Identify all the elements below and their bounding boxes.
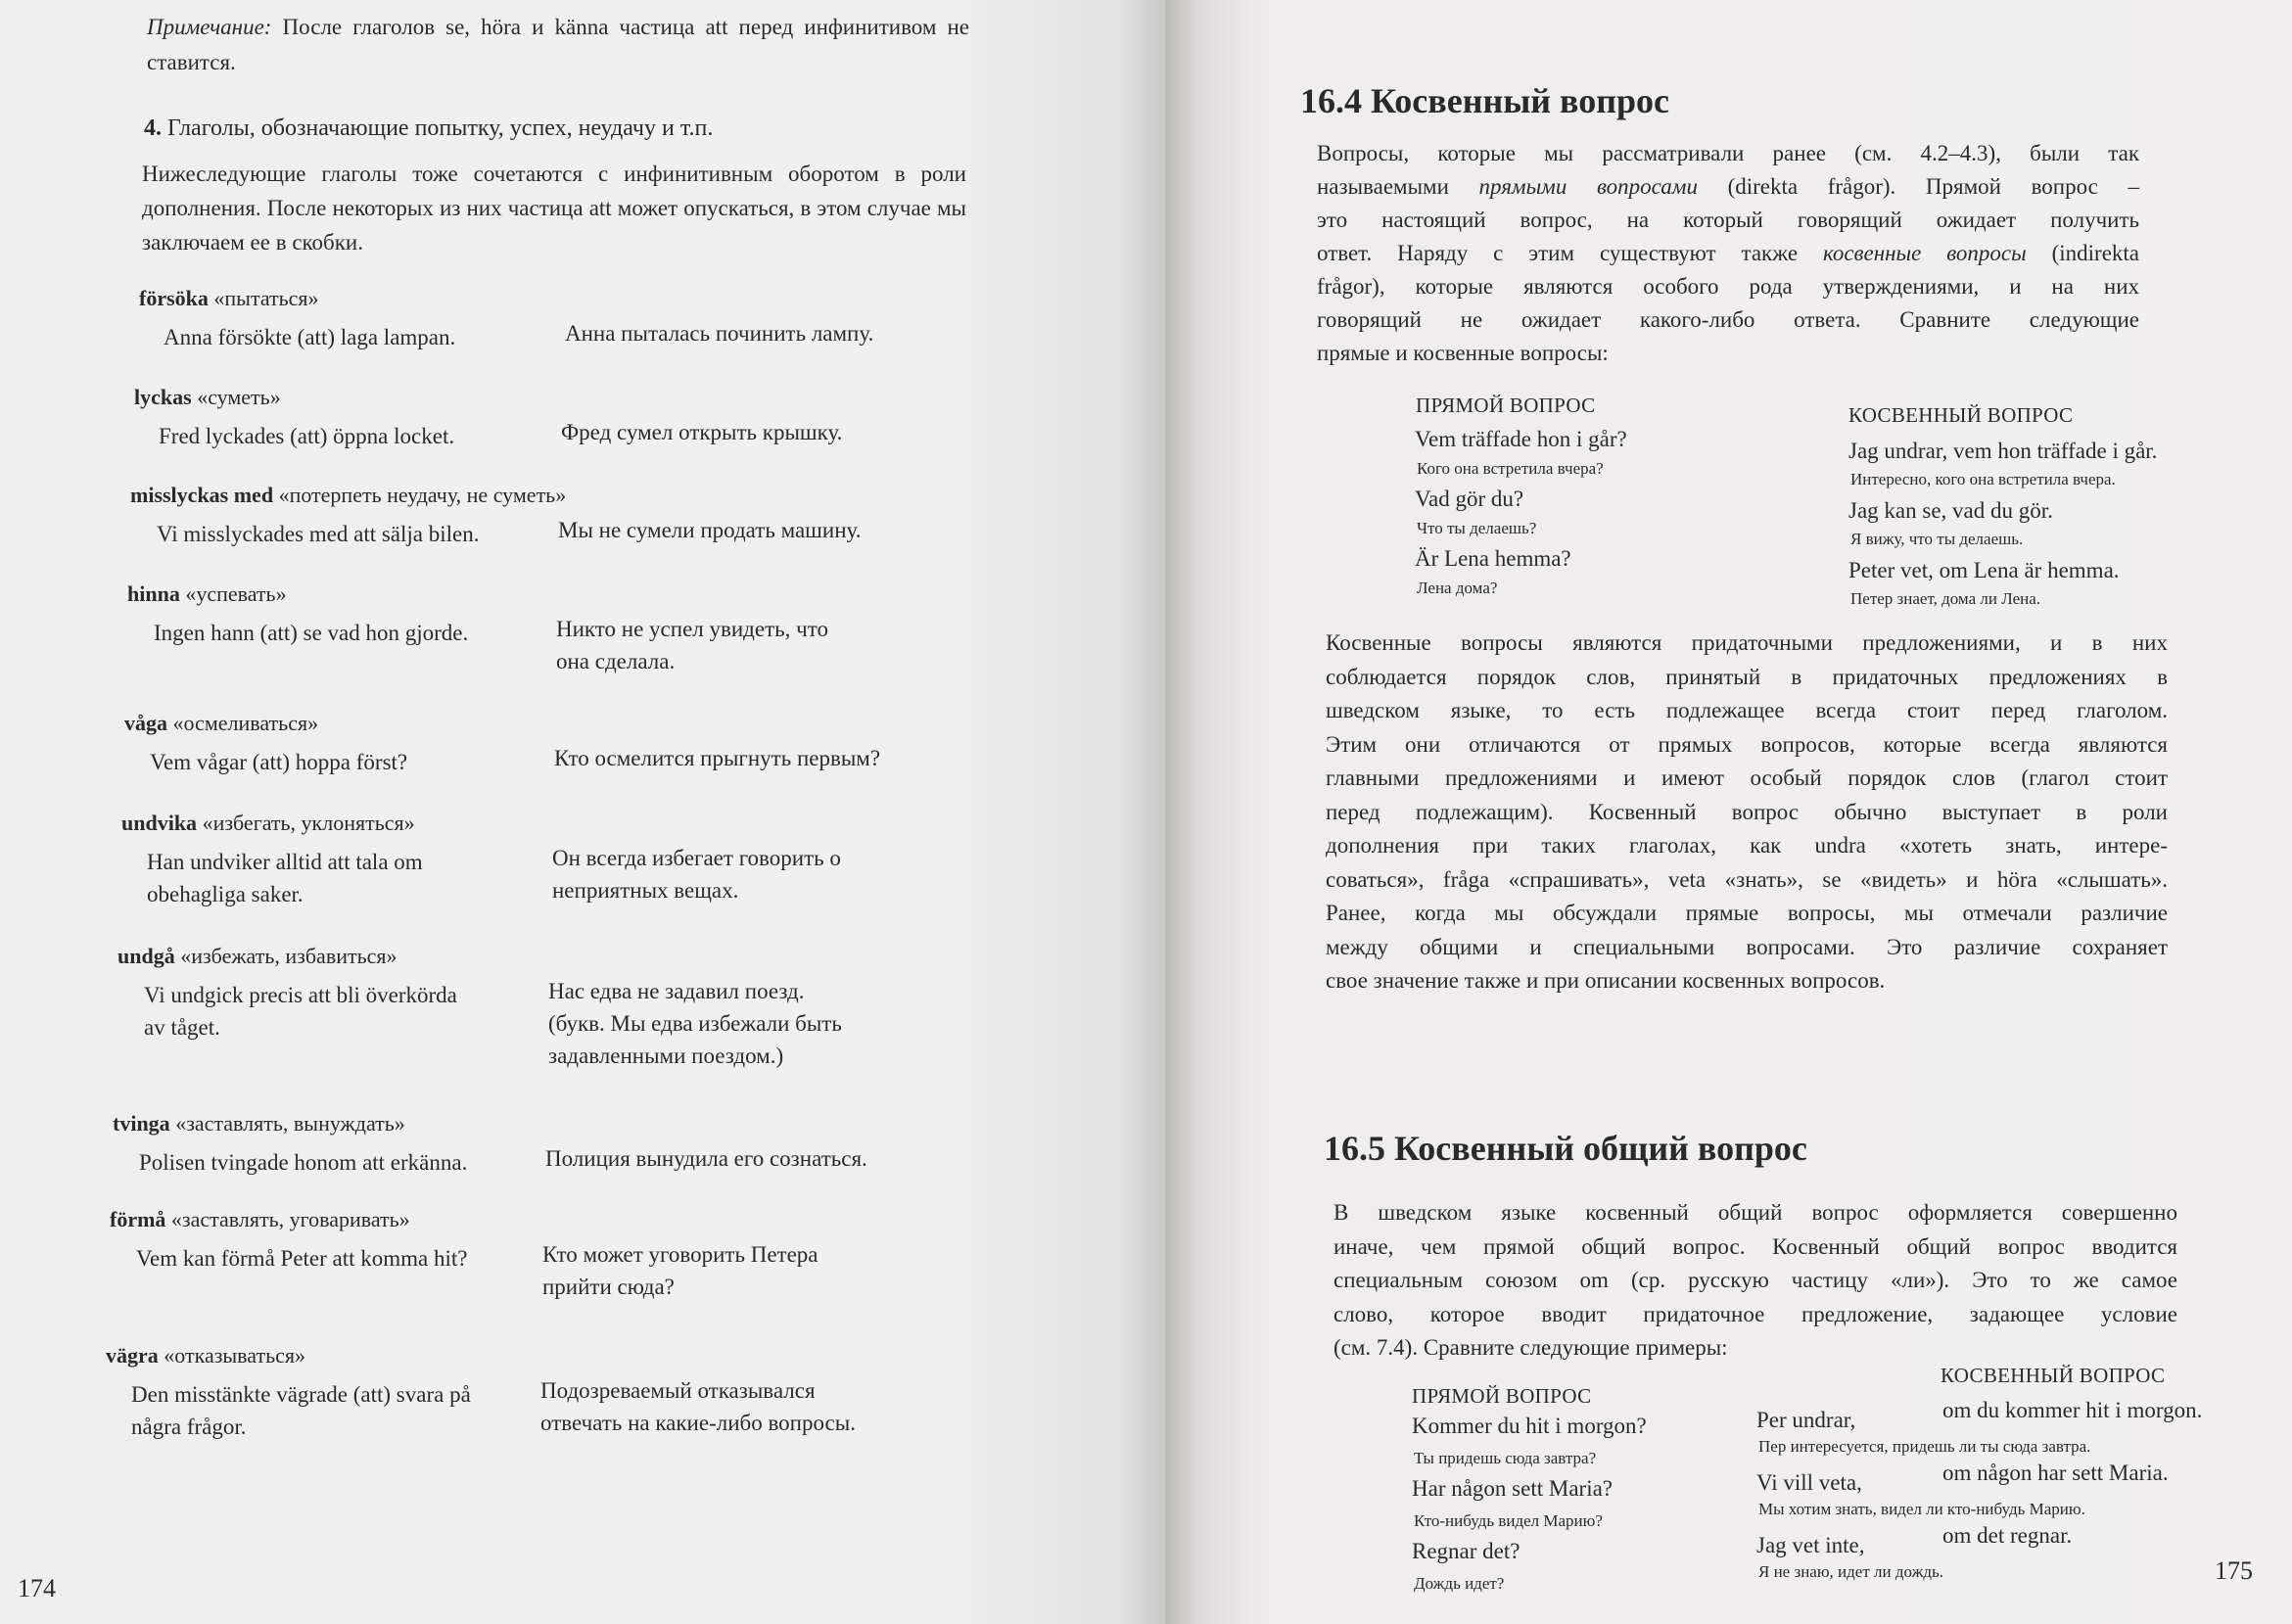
direct-question-sv: Är Lena hemma?: [1415, 546, 1571, 571]
direct-question-sv: Kommer du hit i morgon?: [1412, 1414, 1647, 1438]
direct-question-ru: Кого она встретила вчера?: [1417, 459, 1604, 478]
verb-entry-heading: [139, 286, 319, 311]
verb-gloss: «избежать, избавиться»: [180, 944, 398, 968]
verb-word: hinna: [127, 581, 180, 606]
verb-entry-heading: [110, 1207, 410, 1232]
col-direct-header: ПРЯМОЙ ВОПРОС: [1416, 394, 1596, 417]
direct-question-sv: Vem träffade hon i går?: [1415, 427, 1627, 451]
verb-word: vägra: [106, 1343, 159, 1368]
note-label: Примечание:: [147, 15, 272, 39]
verb-entry-heading: [134, 385, 281, 410]
verb-gloss: «осмеливаться»: [172, 711, 319, 735]
text-run: называемыми: [1317, 174, 1479, 199]
verb-entry-heading: [124, 711, 318, 736]
russian-translation: она сделала.: [556, 649, 676, 673]
russian-translation: Он всегда избегает говорить о: [552, 846, 841, 870]
paragraph-line: Ранее, когда мы обсуждали прямые вопросы, мы отмечали различие: [1326, 901, 2168, 925]
swedish-example: obehagliga saker.: [147, 882, 304, 906]
russian-translation: (букв. Мы едва избежали быть: [548, 1011, 842, 1036]
paragraph-line: соблюдается порядок слов, принятый в придаточных предложениях в: [1326, 664, 2168, 689]
russian-translation: задавленными поездом.): [548, 1044, 784, 1068]
italic-term: косвенные вопросы: [1822, 241, 2027, 265]
swedish-example: Anna försökte (att) laga lampan.: [164, 325, 456, 349]
verb-gloss: «заставлять, уговаривать»: [170, 1207, 410, 1231]
paragraph-line: соваться», fråga «спрашивать», veta «знать», se «видеть» и höra «слышать».: [1326, 866, 2168, 892]
paragraph-line: Вопросы, которые мы рассматривали ранее (см. 4.2–4.3), были так: [1317, 141, 2139, 165]
point-number: 4.: [144, 116, 162, 141]
text-run: (indirekta: [2026, 241, 2140, 265]
paragraph-line: дополнения при таких глаголах, как undra «хотеть знать, интере-: [1326, 833, 2168, 858]
paragraph-line: Этим они отличаются от прямых вопросов, которые всегда являются: [1326, 731, 2168, 757]
russian-translation: Кто может уговорить Петера: [542, 1242, 819, 1267]
russian-translation: неприятных вещах.: [552, 878, 739, 903]
verb-word: förmå: [110, 1207, 166, 1231]
verb-word: lyckas: [134, 385, 192, 409]
indirect-lead-clause: Jag vet inte,: [1756, 1533, 1865, 1557]
paragraph-line: [1317, 170, 2139, 205]
verb-entry-heading: [117, 944, 398, 969]
indirect-question-sv: Peter vet, om Lena är hemma.: [1848, 558, 2120, 582]
swedish-example: Ingen hann (att) se vad hon gjorde.: [154, 621, 469, 645]
swedish-example: Vem vågar (att) hoppa först?: [150, 750, 408, 774]
paragraph-line: frågor), которые являются особого рода утверждениями, и на них: [1317, 274, 2139, 299]
paragraph-line: прямые и косвенные вопросы:: [1317, 341, 1609, 365]
paragraph-line: (см. 7.4). Сравните следующие примеры:: [1333, 1335, 1728, 1360]
paragraph-line: это настоящий вопрос, на который говорящий ожидает получить: [1317, 208, 2139, 232]
russian-translation: прийти сюда?: [542, 1275, 675, 1299]
direct-question-sv: Vad gör du?: [1415, 487, 1524, 511]
swedish-example: Han undviker alltid att tala om: [147, 850, 423, 874]
swedish-example: Vi undgick precis att bli överkörda: [144, 983, 457, 1007]
paragraph-line: главными предложениями и имеют особый порядок слов (глагол стоит: [1326, 766, 2168, 790]
verb-gloss: «избегать, уклоняться»: [202, 811, 415, 835]
swedish-example: Polisen tvingade honom att erkänna.: [139, 1150, 468, 1175]
paragraph-line: перед подлежащим). Косвенный вопрос обычно выступает в роли: [1326, 799, 2168, 824]
indirect-question-ru: Я не знаю, идет ли дождь.: [1758, 1562, 1943, 1581]
russian-translation: Никто не успел увидеть, что: [556, 617, 828, 641]
indirect-question-ru: Пер интересуется, придешь ли ты сюда завтра.: [1758, 1437, 2091, 1456]
indirect-om-clause: om det regnar.: [1942, 1523, 2073, 1548]
swedish-example: några frågor.: [131, 1415, 247, 1439]
russian-translation: отвечать на какие-либо вопросы.: [540, 1411, 856, 1435]
paragraph-line: свое значение также и при описании косвенных вопросов.: [1326, 968, 1886, 993]
col-indirect-header: КОСВЕННЫЙ ВОПРОС: [1848, 403, 2074, 427]
col-indirect-header-2: КОСВЕННЫЙ ВОПРОС: [1941, 1364, 2166, 1387]
swedish-example: av tåget.: [144, 1015, 220, 1040]
indirect-lead-clause: Vi vill veta,: [1756, 1470, 1862, 1495]
paragraph-line: говорящий не ожидает какого-либо ответа. Сравните следующие: [1317, 307, 2139, 332]
indirect-om-clause: om du kommer hit i morgon.: [1942, 1398, 2203, 1422]
verb-entry-heading: [127, 581, 287, 607]
direct-question-ru: Кто-нибудь видел Марию?: [1414, 1511, 1603, 1530]
indirect-question-ru: Мы хотим знать, видел ли кто-нибудь Марию.: [1758, 1500, 2085, 1518]
right-page: [1165, 0, 2292, 1624]
paragraph-line: между общими и специальными вопросами. Это различие сохраняет: [1326, 934, 2168, 959]
swedish-example: Fred lyckades (att) öppna locket.: [159, 424, 455, 448]
intro-paragraph: Нижеследующие глаголы тоже сочетаются с инфинитивным оборотом в роли дополнения. После некоторых из них частица att может опускаться, в этом случае мы заключаем ее в скобки.: [142, 162, 966, 255]
direct-question-sv: Regnar det?: [1412, 1539, 1520, 1563]
verb-entry-heading: [106, 1343, 305, 1369]
point-heading-text: Глаголы, обозначающие попытку, успех, неудачу и т.п.: [167, 116, 714, 141]
direct-question-ru: Ты придешь сюда завтра?: [1414, 1449, 1597, 1467]
paragraph-line: Косвенные вопросы являются придаточными предложениями, и в них: [1326, 630, 2168, 655]
russian-translation: Кто осмелится прыгнуть первым?: [554, 746, 881, 770]
direct-question-sv: Har någon sett Maria?: [1412, 1476, 1614, 1501]
indirect-om-clause: om någon har sett Maria.: [1942, 1461, 2169, 1485]
verb-word: undgå: [117, 944, 175, 968]
direct-question-ru: Лена дома?: [1417, 579, 1498, 597]
page-number-right: 175: [2215, 1556, 2253, 1585]
verb-gloss: «потерпеть неудачу, не суметь»: [278, 483, 567, 507]
paragraph-line: иначе, чем прямой общий вопрос. Косвенный общий вопрос вводится: [1333, 1233, 2177, 1259]
note-text: После глаголов se, höra и känna частица att перед инфинитивом не ставится.: [147, 15, 969, 74]
direct-question-ru: Дождь идет?: [1414, 1574, 1505, 1593]
indirect-question-ru: Интересно, кого она встретила вчера.: [1850, 470, 2116, 488]
swedish-example: Vi misslyckades med att sälja bilen.: [157, 522, 480, 546]
russian-translation: Подозреваемый отказывался: [540, 1378, 816, 1403]
italic-term: прямыми вопросами: [1478, 174, 1698, 199]
paragraph-line: [1317, 237, 2139, 271]
swedish-example: Vem kan förmå Peter att komma hit?: [136, 1246, 468, 1271]
verb-word: tvinga: [113, 1111, 170, 1136]
paragraph-line: слово, которое вводит придаточное предложение, задающее условие: [1333, 1301, 2177, 1326]
verb-entry-heading: [113, 1111, 405, 1137]
verb-word: våga: [124, 711, 167, 735]
verb-gloss: «отказываться»: [164, 1343, 306, 1368]
verb-gloss: «успевать»: [185, 581, 287, 606]
verb-word: försöka: [139, 286, 209, 310]
paragraph-line: шведском языке, то есть подлежащее всегда стоит перед глаголом.: [1326, 698, 2168, 722]
text-run: (direkta frågor). Прямой вопрос –: [1697, 174, 2140, 199]
russian-translation: Полиция вынудила его сознаться.: [545, 1146, 867, 1171]
verb-gloss: «заставлять, вынуждать»: [175, 1111, 405, 1136]
russian-translation: Анна пыталась починить лампу.: [565, 321, 874, 346]
verb-gloss: «суметь»: [197, 385, 281, 409]
indirect-question-sv: Jag undrar, vem hon träffade i går.: [1848, 439, 2158, 463]
paragraph-line: специальным союзом om (ср. русскую частицу «ли»). Это то же самое: [1333, 1268, 2177, 1292]
section-title-16-5: 16.5 Косвенный общий вопрос: [1324, 1129, 1807, 1168]
swedish-example: Den misstänkte vägrade (att) svara på: [131, 1382, 471, 1407]
russian-translation: Нас едва не задавил поезд.: [548, 979, 805, 1003]
text-run: ответ. Наряду с этим существуют также: [1317, 241, 1823, 265]
indirect-question-ru: Я вижу, что ты делаешь.: [1850, 530, 2024, 548]
verb-word: misslyckas med: [130, 483, 274, 507]
verb-word: undvika: [121, 811, 198, 835]
verb-entry-heading: [121, 811, 415, 836]
russian-translation: Фред сумел открыть крышку.: [561, 420, 843, 444]
col-direct-header-2: ПРЯМОЙ ВОПРОС: [1412, 1384, 1592, 1408]
verb-gloss: «пытаться»: [213, 286, 319, 310]
section-title-16-4: 16.4 Косвенный вопрос: [1300, 81, 1669, 120]
direct-question-ru: Что ты делаешь?: [1417, 519, 1537, 537]
note-paragraph: [147, 10, 969, 80]
indirect-lead-clause: Per undrar,: [1756, 1408, 1856, 1432]
verb-entry-heading: [130, 483, 566, 508]
paragraph-line: В шведском языке косвенный общий вопрос оформляется совершенно: [1333, 1200, 2177, 1225]
indirect-question-sv: Jag kan se, vad du gör.: [1848, 498, 2053, 523]
russian-translation: Мы не сумели продать машину.: [558, 518, 862, 542]
point-heading: [144, 116, 713, 142]
page-number-left: 174: [18, 1574, 56, 1602]
indirect-question-ru: Петер знает, дома ли Лена.: [1850, 589, 2041, 608]
